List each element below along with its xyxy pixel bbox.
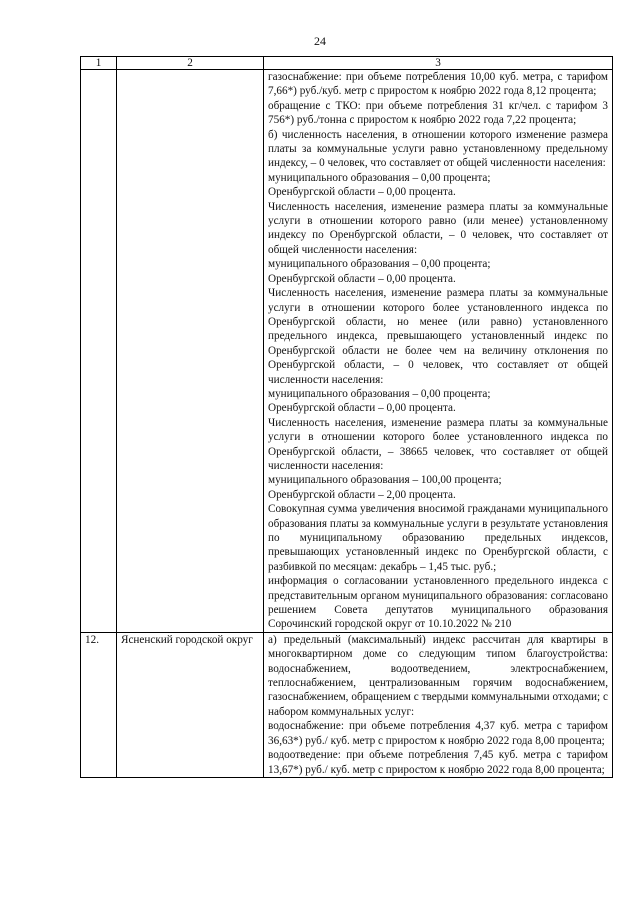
paragraph: Оренбургской области – 0,00 процента. bbox=[268, 402, 456, 415]
column-header-1: 1 bbox=[81, 57, 117, 70]
region-name bbox=[117, 70, 264, 633]
paragraph: муниципального образования – 100,00 процента; bbox=[268, 474, 502, 487]
table-row bbox=[81, 70, 613, 633]
region-name: Ясненский городской округ bbox=[117, 632, 264, 777]
table-row bbox=[81, 632, 613, 777]
paragraph: обращение с ТКО: при объеме потребления 31 кг/чел. с тарифом 3 756*) руб./тонна с приростом к ноябрю 2022 года 7,22 процента; bbox=[268, 99, 608, 127]
paragraph: муниципального образования – 0,00 процента; bbox=[268, 387, 491, 400]
paragraph: Оренбургской области – 0,00 процента. bbox=[268, 272, 456, 285]
paragraph: водоснабжение: при объеме потребления 4,37 куб. метра с тарифом 36,63*) руб./ куб. метр с приростом к ноябрю 2022 года 8,00 процента; bbox=[268, 720, 608, 747]
paragraph: газоснабжение: при объеме потребления 10,00 куб. метра, с тарифом 7,66*) руб./куб. метр с приростом к ноябрю 2022 года 8,12 процента; bbox=[268, 71, 608, 98]
row-number bbox=[81, 70, 117, 633]
column-header-3: 3 bbox=[264, 57, 613, 70]
table-header-row bbox=[81, 57, 613, 70]
paragraph: Оренбургской области – 2,00 процента. bbox=[268, 488, 456, 501]
paragraph: информация о согласовании установленного предельного индекса с представительным органом муниципального образования: согласовано решением Совета депутатов муниципального образования Сорочинский городской округ от 10.10.2022 № 210 bbox=[268, 575, 608, 631]
paragraph: б) численность населения, в отношении которого изменение размера платы за коммунальные услуги равно установленному предельному индексу, – 0 человек, что составляет от общей численности населения: bbox=[268, 128, 608, 170]
paragraph: Численность населения, изменение размера платы за коммунальные услуги в отношении которого более установленного индекса по Оренбургской области, но менее (или равно) установленного предельного индекса, превышающего установленный индекс по Оренбургской области не более чем на величину отклонения по Оренбургской области, – 0 человек, что составляет от общей численности населения: bbox=[268, 287, 608, 386]
row-content bbox=[264, 632, 613, 777]
row-content bbox=[264, 70, 613, 633]
paragraph: водоотведение: при объеме потребления 7,45 куб. метра с тарифом 13,67*) руб./ куб. метр с приростом к ноябрю 2022 года 8,00 процента; bbox=[268, 749, 608, 776]
page-number: 24 bbox=[314, 34, 326, 48]
paragraph: Численность населения, изменение размера платы за коммунальные услуги в отношении которого более установленного индекса по Оренбургской области, – 38665 человек, что составляет от общей численности населения: bbox=[268, 416, 608, 472]
tariff-table bbox=[80, 56, 613, 778]
row-number: 12. bbox=[81, 632, 117, 777]
paragraph: муниципального образования – 0,00 процента; bbox=[268, 258, 491, 271]
paragraph: муниципального образования – 0,00 процента; bbox=[268, 171, 491, 184]
paragraph: Совокупная сумма увеличения вносимой гражданами муниципального образования платы за коммунальные услуги в результате установления по муниципальному образованию предельных индексов, превышающих установленный индекс по Оренбургской области, с разбивкой по месяцам: декабрь – 1,45 тыс. руб.; bbox=[268, 503, 608, 573]
column-header-2: 2 bbox=[117, 57, 264, 70]
paragraph: Численность населения, изменение размера платы за коммунальные услуги в отношении которого равно (или менее) установленному индексу по Оренбургской области, – 0 человек, что составляет от общей численности населения: bbox=[268, 200, 608, 256]
paragraph: а) предельный (максимальный) индекс рассчитан для квартиры в многоквартирном доме со следующим типом благоустройства: водоснабжением, водоотведением, электроснабжением, теплоснабжением, централизованным горячим водоснабжением, газоснабжением, обращением с твердыми коммунальными отходами; с набором коммунальных услуг: bbox=[268, 633, 608, 718]
paragraph: Оренбургской области – 0,00 процента. bbox=[268, 186, 456, 199]
